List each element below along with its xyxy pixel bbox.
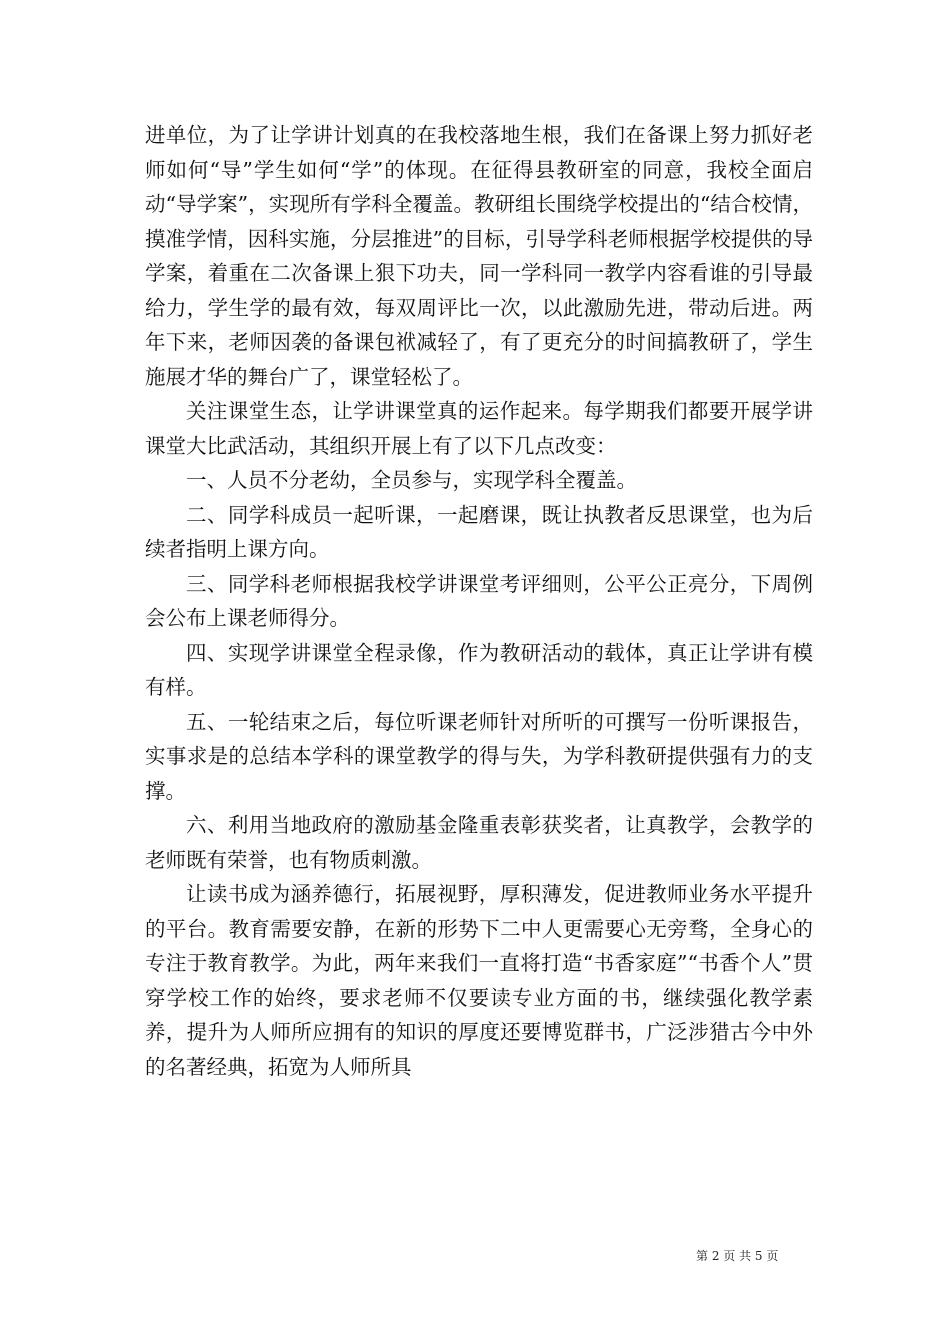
paragraph-continuation: 进单位，为了让学讲计划真的在我校落地生根，我们在备课上努力抓好老师如何“导”学生如何“学”的体现。在征得县教研室的同意，我校全面启动“导学案”，实现所有学科全覆盖。教研组长围绕学校提出的“结合校情，摸准学情，因科实施，分层推进”的目标，引导学科老师根据学校提供的导学案，着重在二次备课上狠下功夫，同一学科同一教学内容看谁的引导最给力，学生学的最有效，每双周评比一次，以此激励先进，带动后进。两年下来，老师因袭的备课包袱减轻了，有了更充分的时间搞教研了，学生施展才华的舞台广了，课堂轻松了。 <box>145 123 813 389</box>
list-item-4: 四、实现学讲课堂全程录像，作为教研活动的载体，真正让学讲有模有样。 <box>145 640 813 699</box>
list-item-1: 一、人员不分老幼，全员参与，实现学科全覆盖。 <box>186 468 637 492</box>
list-item-5: 五、一轮结束之后，每位听课老师针对所听的可撰写一份听课报告，实事求是的总结本学科的课堂教学的得与失，为学科教研提供强有力的支撑。 <box>145 709 813 803</box>
paragraph-classroom-ecology: 关注课堂生态，让学讲课堂真的运作起来。每学期我们都要开展学讲课堂大比武活动，其组织开展上有了以下几点改变： <box>145 399 813 458</box>
document-body <box>145 118 813 1084</box>
page-number: 第 2 页 共 5 页 <box>696 1249 779 1263</box>
list-item-2: 二、同学科成员一起听课，一起磨课，既让执教者反思课堂，也为后续者指明上课方向。 <box>145 502 813 561</box>
list-item-3: 三、同学科老师根据我校学讲课堂考评细则，公平公正亮分，下周例会公布上课老师得分。 <box>145 571 813 630</box>
paragraph-reading: 让读书成为涵养德行，拓展视野，厚积薄发，促进教师业务水平提升的平台。教育需要安静，在新的形势下二中人更需要心无旁骛，全身心的专注于教育教学。为此，两年来我们一直将打造“书香家庭”“书香个人”贯穿学校工作的始终，要求老师不仅要读专业方面的书，继续强化教学素养，提升为人师所应拥有的知识的厚度还要博览群书，广泛涉猎古今中外的名著经典，拓宽为人师所具 <box>145 882 813 1079</box>
list-item-6: 六、利用当地政府的激励基金隆重表彰获奖者，让真教学，会教学的老师既有荣誉，也有物质刺激。 <box>145 813 813 872</box>
